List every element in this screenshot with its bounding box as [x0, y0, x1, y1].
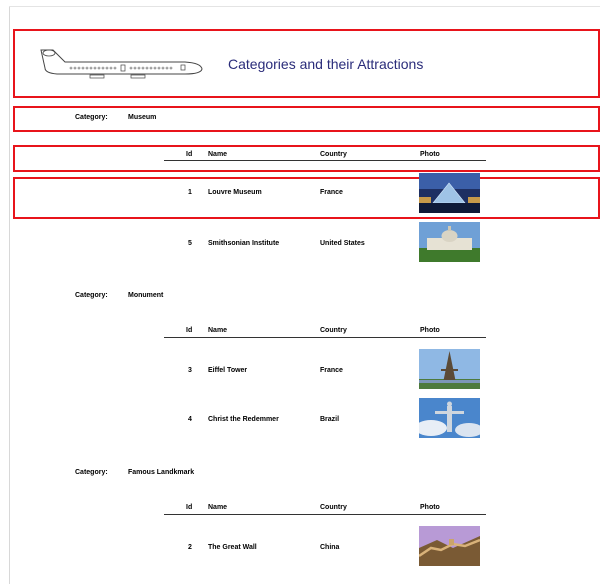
- column-header-id: Id: [186, 327, 193, 334]
- column-header-photo: Photo: [420, 504, 440, 511]
- detail-band-outline[interactable]: [13, 177, 600, 219]
- row-id: 3: [188, 367, 192, 374]
- row-country: China: [320, 544, 340, 551]
- category-name: Museum: [128, 114, 157, 121]
- column-header-name: Name: [208, 151, 228, 158]
- great-wall-photo-icon: [419, 526, 480, 566]
- category-label: Category:: [75, 292, 108, 299]
- column-header-rule: [164, 160, 486, 161]
- row-name: Smithsonian Institute: [208, 240, 280, 247]
- row-country: Brazil: [320, 416, 340, 423]
- column-header-band-outline[interactable]: [13, 145, 600, 172]
- row-country: France: [320, 189, 343, 196]
- column-header-photo: Photo: [420, 151, 440, 158]
- christ-redeemer-photo-icon: [419, 398, 480, 438]
- column-header-rule: [164, 514, 486, 515]
- row-name: Eiffel Tower: [208, 367, 248, 374]
- column-header-country: Country: [320, 327, 347, 334]
- row-id: 1: [188, 189, 192, 196]
- column-header-id: Id: [186, 504, 193, 511]
- row-id: 4: [188, 416, 192, 423]
- category-label: Category:: [75, 469, 108, 476]
- smithsonian-photo-icon: [419, 222, 480, 262]
- page-edge-top: [9, 6, 600, 7]
- column-header-id: Id: [186, 151, 193, 158]
- category-name: Famous Landkmark: [128, 469, 195, 476]
- column-header-photo: Photo: [420, 327, 440, 334]
- row-id: 2: [188, 544, 192, 551]
- louvre-photo-icon: [419, 173, 480, 213]
- column-header-country: Country: [320, 151, 347, 158]
- row-id: 5: [188, 240, 192, 247]
- row-country: United States: [320, 240, 365, 247]
- report-title: Categories and their Attractions: [228, 56, 424, 72]
- airplane-logo-icon: [35, 44, 205, 80]
- category-label: Category:: [75, 114, 108, 121]
- row-name: The Great Wall: [208, 544, 257, 551]
- row-name: Louvre Museum: [208, 189, 262, 196]
- column-header-name: Name: [208, 327, 228, 334]
- column-header-rule: [164, 337, 486, 338]
- row-country: France: [320, 367, 343, 374]
- page-edge-left: [9, 6, 10, 584]
- column-header-name: Name: [208, 504, 228, 511]
- column-header-country: Country: [320, 504, 347, 511]
- category-name: Monument: [128, 292, 164, 299]
- eiffel-tower-photo-icon: [419, 349, 480, 389]
- row-name: Christ the Redemmer: [208, 416, 279, 423]
